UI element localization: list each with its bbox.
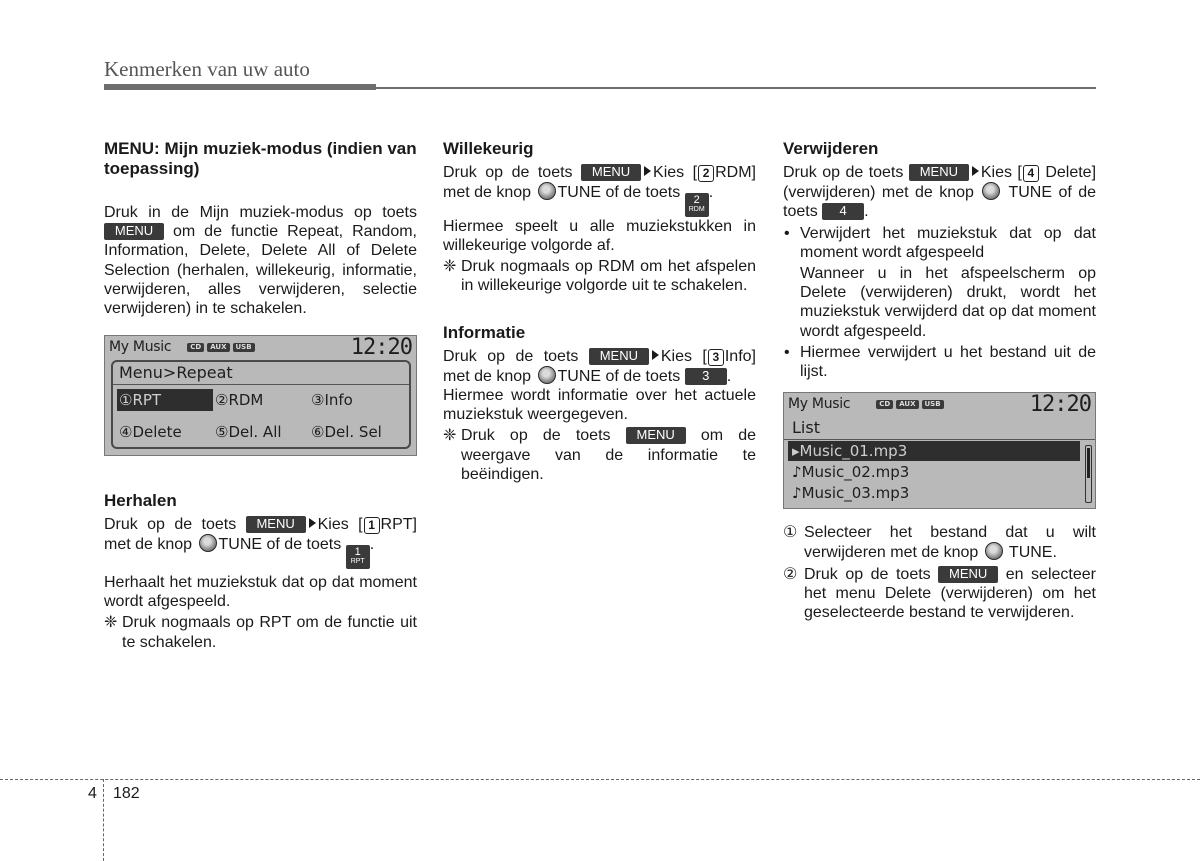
- section-heading-random: Willekeurig: [443, 139, 534, 158]
- delete-bullet-playing: [783, 224, 1096, 262]
- random-note: [443, 257, 756, 295]
- lcd-scroll-thumb: [1087, 448, 1090, 478]
- step-number-icon: ①: [783, 524, 798, 542]
- lcd-tag-aux: AUX: [207, 343, 229, 352]
- lcd-list-item: ♪Music_03.mp3: [792, 484, 910, 503]
- lcd-list-item: ♪Music_02.mp3: [792, 463, 910, 482]
- step-text: Delete] (verwijderen) met de knop: [783, 164, 1097, 202]
- step-text: Druk op de toets: [783, 164, 904, 181]
- delete-step: Druk op de toets MENU Kies [ 4 Delete] (verwijderen) met de knop TUNE of de toets 4 .: [783, 164, 1097, 221]
- section-heading-my-music-menu: MENU: Mijn muziek-modus (indien van toepassing): [104, 139, 417, 178]
- step-text: TUNE of de toets: [557, 184, 681, 202]
- menu-key: MENU: [909, 164, 969, 181]
- lcd-menu-item-del-sel: ⑥Del. Sel: [311, 423, 382, 442]
- step-text: Druk op de toets: [443, 347, 579, 365]
- step-number-icon: ②: [783, 565, 798, 583]
- step-text: Kies [: [660, 347, 707, 365]
- menu-key: MENU: [626, 427, 686, 444]
- repeat-step: Druk op de toets MENU Kies [ 1 RPT] met de knop TUNE of de toets 1 RPT .: [104, 515, 417, 569]
- header-rule-thick: [104, 84, 376, 90]
- note-text: Druk op de toets: [461, 427, 611, 445]
- footer-dashed-divider: [103, 779, 104, 861]
- intro-text-b: om de functie Repeat, Random, Information, Delete, Delete All of Delete Selection (herhalen, willekeurig, informatie, verwijderen, alles verwijderen, selectie verwijderen) in te schakelen.: [104, 223, 418, 318]
- tune-knob-icon: [985, 542, 1003, 560]
- random-step: Druk op de toets MENU Kies [ 2 RDM] met de knop TUNE of de toets 2 RDM .: [443, 163, 756, 217]
- bullet-icon: •: [784, 343, 790, 361]
- intro-text-a: Druk in de Mijn muziek-modus op toets: [104, 204, 417, 221]
- lcd-tag-usb: USB: [233, 343, 255, 352]
- lcd-tag-cd: CD: [187, 343, 204, 352]
- step-text: Druk op de toets: [804, 565, 931, 583]
- tune-knob-icon: [538, 182, 556, 200]
- bullet-text: Verwijdert het muziekstuk dat op dat moment wordt afgespeeld: [800, 224, 1096, 261]
- random-description: Hiermee speelt u alle muziekstukken in willekeurige volgorde af.: [443, 217, 756, 254]
- lcd-menu-panel: [111, 360, 411, 449]
- step-text: Druk op de toets: [104, 516, 237, 534]
- arrow-right-icon: [652, 350, 659, 360]
- arrow-right-icon: [309, 518, 316, 528]
- lcd-app-title: My Music: [109, 339, 172, 356]
- lcd-breadcrumb: Menu>Repeat: [119, 363, 233, 383]
- step-text: met de knop: [104, 536, 193, 554]
- number-key-icon: 1: [364, 517, 380, 534]
- arrow-right-icon: [972, 166, 979, 176]
- step-text: Druk op de toets: [443, 164, 573, 181]
- lcd-menu-grid: [113, 385, 409, 443]
- arrow-right-icon: [644, 166, 651, 176]
- lcd-screen-menu-repeat: [104, 335, 417, 456]
- note-text: Druk nogmaals op RPT om de functie uit te schakelen.: [122, 614, 417, 651]
- lcd-tag-aux: AUX: [896, 400, 918, 409]
- menu-key: MENU: [589, 348, 649, 365]
- step-text: Kies [: [653, 164, 698, 181]
- repeat-note: [104, 613, 417, 651]
- column-right: [783, 139, 1096, 622]
- note-mark-icon: ❈: [443, 427, 457, 445]
- lcd-status-bar: [784, 393, 1095, 416]
- step-text: RDM]: [715, 164, 756, 181]
- info-step: Druk op de toets MENU Kies [ 3 Info] met de knop TUNE of de toets 3 .: [443, 347, 756, 385]
- note-mark-icon: ❈: [443, 258, 457, 276]
- lcd-screen-list: [783, 392, 1096, 509]
- intro-paragraph: [104, 203, 417, 318]
- lcd-source-tags: [187, 343, 254, 352]
- delete-bullet-list: [783, 343, 1096, 381]
- tune-knob-icon: [199, 534, 217, 552]
- lcd-list-title: List: [784, 416, 1095, 440]
- bullet-icon: •: [784, 224, 790, 242]
- repeat-description: Herhaalt het muziekstuk dat op dat moment wordt afgespeeld.: [104, 573, 417, 611]
- delete-bullet-detail: Wanneer u in het afspeelscherm op Delete (verwijderen) drukt, wordt het muziekstuk verwijderd dat op dat moment wordt afgespeeld.: [800, 265, 1096, 340]
- step-text: met de knop: [443, 367, 532, 385]
- step-text: en selecteer het menu Delete (verwijderen) om het geselecteerde bestand te verwijderen.: [804, 565, 1096, 622]
- step-text: RPT]: [380, 516, 417, 534]
- header-rule-thin: [376, 87, 1096, 89]
- number-key-icon: 4: [1023, 165, 1039, 182]
- lcd-menu-item-rdm: ②RDM: [215, 391, 264, 410]
- preset-key-3: 3: [685, 368, 727, 385]
- number-key-icon: 3: [708, 349, 724, 366]
- page-header-title: Kenmerken van uw auto: [104, 57, 310, 81]
- menu-key: MENU: [104, 223, 164, 240]
- step-text: Info]: [724, 347, 756, 365]
- lcd-status-bar: [105, 336, 416, 359]
- menu-key: MENU: [581, 164, 641, 181]
- section-heading-repeat: Herhalen: [104, 491, 177, 511]
- lcd-clock: 12:20: [1029, 392, 1091, 418]
- lcd-menu-item-del-all: ⑤Del. All: [215, 423, 282, 442]
- preset-key-4: 4: [822, 203, 864, 220]
- lcd-tag-cd: CD: [876, 400, 893, 409]
- lcd-app-title: My Music: [788, 396, 851, 413]
- note-text: Druk nogmaals op RDM om het afspelen in willekeurige volgorde uit te schakelen.: [461, 258, 756, 295]
- lcd-tag-usb: USB: [922, 400, 944, 409]
- step-text: Selecteer het bestand dat u wilt verwijderen met de knop: [804, 524, 1096, 562]
- lcd-source-tags: [876, 400, 943, 409]
- lcd-menu-item-delete: ④Delete: [119, 423, 182, 442]
- info-description: Hiermee wordt informatie over het actuele muziekstuk weergegeven.: [443, 386, 756, 424]
- menu-key: MENU: [246, 516, 306, 533]
- step-text: Kies [: [317, 516, 363, 534]
- page-number: 182: [113, 785, 140, 802]
- menu-key: MENU: [938, 566, 998, 583]
- delete-step-1: [783, 523, 1096, 562]
- step-text: met de knop: [443, 184, 532, 202]
- step-text: TUNE of de toets: [218, 536, 342, 554]
- preset-key-2-rdm-icon: 2 RDM: [685, 193, 709, 217]
- bullet-text: Hiermee verwijdert u het bestand uit de lijst.: [800, 343, 1096, 381]
- info-note: [443, 426, 756, 484]
- number-key-icon: 2: [698, 165, 714, 182]
- delete-step-2: [783, 565, 1096, 623]
- step-text: TUNE of de toets: [783, 184, 1097, 221]
- preset-key-1-rpt-icon: 1 RPT: [346, 545, 370, 569]
- chapter-number: 4: [88, 785, 97, 802]
- lcd-menu-item-rpt: ①RPT: [117, 389, 213, 411]
- note-text: om de weergave van de informatie te beëindigen.: [461, 427, 756, 483]
- tune-knob-icon: [538, 366, 556, 384]
- footer-dashed-rule: [0, 779, 1200, 780]
- lcd-list-item: ▸Music_01.mp3: [788, 441, 1080, 461]
- column-left: [104, 139, 417, 652]
- lcd-menu-item-info: ③Info: [311, 391, 353, 410]
- note-mark-icon: ❈: [104, 614, 118, 632]
- section-heading-delete: Verwijderen: [783, 139, 879, 158]
- lcd-clock: 12:20: [350, 335, 412, 361]
- tune-knob-icon: [982, 182, 1000, 200]
- step-text: Kies [: [980, 164, 1022, 181]
- step-text: TUNE of de toets: [557, 367, 681, 385]
- lcd-scrollbar: [1085, 445, 1092, 503]
- column-middle: [443, 139, 756, 484]
- section-heading-information: Informatie: [443, 322, 526, 342]
- step-text: TUNE.: [1008, 544, 1057, 562]
